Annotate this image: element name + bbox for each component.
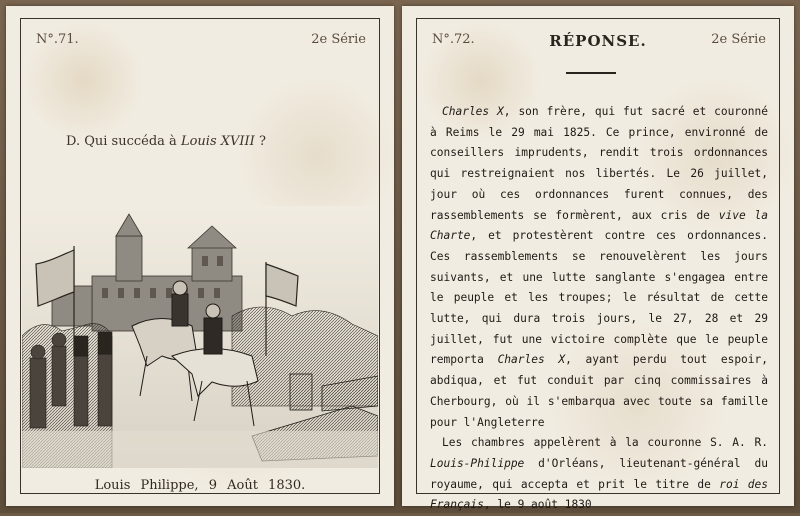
italic-name: Louis-Philippe	[430, 456, 525, 470]
card-number: N°.71.	[36, 32, 79, 47]
italic-name: roi des Français	[430, 477, 768, 512]
question-text	[66, 134, 266, 149]
answer-paragraph-2	[430, 433, 768, 516]
answer-title: RÉPONSE.	[549, 32, 647, 50]
italic-name: Charles X	[497, 353, 566, 367]
engraving-caption	[6, 478, 394, 493]
question-prefix: D. Qui succéda à	[66, 134, 177, 149]
title-rule	[566, 72, 616, 74]
italic-name: vive la Charte	[430, 208, 768, 243]
question-name: Louis XVIII	[180, 134, 255, 149]
italic-name: Charles X	[442, 105, 504, 118]
caption-name: Louis Philippe,	[94, 478, 199, 493]
text-segment: , et protestèrent contre ces ordonnances. Ces rassemblements se renouvelèrent les jours suivants, et une lutte sanglante s'engagea entre le peuple et les troupes; le résultat de cette lutte, qui dura trois jours, le 27, 28 et 29 juillet, fut une victoire complète que le peuple remporta	[430, 229, 768, 367]
card-series: 2e Série	[711, 32, 766, 47]
text-segment: d'Orléans, lieutenant-général du royaume, qui accepta et prit le titre de	[430, 456, 768, 491]
engraving-illustration	[22, 206, 378, 468]
card-series: 2e Série	[311, 32, 366, 47]
answer-card	[402, 6, 794, 512]
question-card	[6, 6, 394, 506]
text-segment: , le 9 août 1830	[483, 498, 592, 512]
answer-paragraph-1	[430, 102, 768, 433]
question-suffix: ?	[258, 134, 266, 149]
card-number: N°.72.	[432, 32, 475, 47]
caption-date: 9 Août 1830.	[208, 478, 306, 493]
answer-text	[430, 102, 768, 516]
text-segment: Les chambres appelèrent à la couronne S. A. R.	[442, 436, 768, 450]
text-segment: , ayant perdu tout espoir, abdiqua, et fut conduit par cinq commissaires à Cherbourg, où il s'embarqua avec toute sa famille pour l'Angleterre	[430, 353, 768, 429]
text-segment: , son frère, qui fut sacré et couronné à Reims le 29 mai 1825. Ce prince, environné de conseillers imprudents, rendit trois ordonnances qui restreignaient nos libertés. Le 26 juillet, jour où ces ordonnances furent connues, des rassemblements se formèrent, aux cris de	[430, 105, 768, 222]
